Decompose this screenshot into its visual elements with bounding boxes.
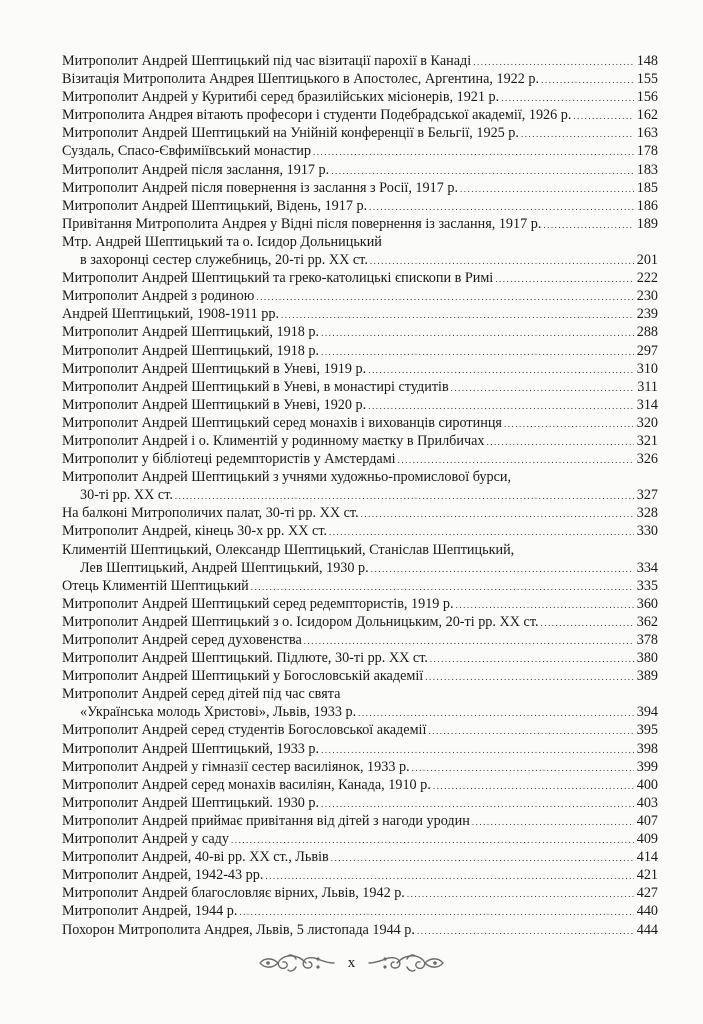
toc-entry-page: 230 (636, 288, 658, 305)
dot-leader (573, 107, 634, 125)
toc-entry-page: 310 (636, 360, 658, 377)
toc-entry (62, 233, 658, 251)
toc-entry-title: Лев Шептицький, Андрей Шептицький, 1930 р. (80, 559, 369, 576)
dot-leader (371, 560, 634, 578)
toc-entry (62, 432, 658, 450)
toc-entry-title: Митрополит Андрей після заслання, 1917 р. (62, 161, 330, 178)
toc-entry (62, 866, 658, 884)
toc-entry-title: Митрополит Андрей Шептицький, 1918 р. (62, 342, 320, 359)
toc-entry-title: Візитація Митрополита Андрея Шептицького в Апостолес, Аргентина, 1922 р. (62, 71, 540, 88)
left-ornament-icon (256, 950, 336, 976)
dot-leader (369, 198, 634, 216)
toc-entry-title: Митрополит Андрей серед монахів василіян, Канада, 1910 р. (62, 776, 431, 793)
dot-leader (430, 650, 634, 668)
dot-leader (256, 288, 634, 306)
toc-entry-page: 178 (636, 143, 658, 160)
toc-entry-title: Митрополит Андрей Шептицький серед монахів і вихованців сиротинця (62, 414, 502, 431)
toc-entry (62, 921, 658, 939)
toc-entry-page: 297 (636, 342, 658, 359)
dot-leader (329, 523, 634, 541)
toc-entry-page: 321 (636, 432, 658, 449)
toc-entry-page: 403 (636, 794, 658, 811)
toc-entry-page: 399 (636, 758, 658, 775)
toc-entry-title: «Українська молодь Христові», Львів, 1933 р. (80, 704, 357, 721)
toc-entry (62, 830, 658, 848)
toc-entry (62, 124, 658, 142)
toc-entry-page: 378 (636, 632, 658, 648)
toc-entry-page: 398 (636, 740, 658, 757)
dot-leader (281, 306, 634, 324)
toc-entry (62, 667, 658, 685)
toc-entry (62, 685, 658, 703)
toc-entry-title: Митрополит Андрей серед дітей під час свята (62, 686, 341, 703)
toc-entry (62, 613, 658, 631)
toc-entry (62, 378, 658, 396)
toc-entry (62, 106, 658, 124)
page-number: x (347, 954, 356, 971)
dot-leader (370, 252, 634, 270)
toc-entry-page: 326 (636, 451, 658, 468)
dot-leader (321, 343, 634, 361)
dot-leader (368, 397, 634, 415)
toc-entry-title: Митрополит Андрей у Куритибі серед бразилійських місіонерів, 1921 р. (62, 89, 500, 106)
toc-entry (62, 468, 658, 486)
toc-entry-page: 421 (636, 867, 658, 884)
toc-entry-page: 360 (636, 595, 658, 612)
toc-entry-title: Митрополит Андрей Шептицький. 1930 р. (62, 794, 320, 811)
toc-entry-page: 414 (636, 849, 658, 866)
dot-leader (321, 324, 634, 342)
dot-leader (521, 125, 634, 143)
toc-entry-title: Митрополит Андрей Шептицький в Уневі, 1920 р. (62, 396, 367, 413)
toc-entry-title: Митрополит Андрей, 40-ві рр. XX ст., Львів (62, 849, 329, 866)
dot-leader (451, 379, 634, 397)
toc-entry (62, 269, 658, 287)
toc-entry-page: 395 (636, 722, 658, 739)
toc-entry-page: 440 (636, 903, 658, 920)
toc-entry-title: Митрополит Андрей Шептицький. Підлюте, 30-ті рр. XX ст. (62, 650, 428, 667)
toc-entry-title: Митрополит Андрей з родиною (62, 288, 255, 305)
table-of-contents (62, 52, 658, 939)
toc-entry-title: Суздаль, Спасо-Євфиміївський монастир (62, 143, 311, 160)
dot-leader (239, 903, 634, 921)
toc-entry-page: 389 (636, 668, 658, 685)
toc-entry-title: Митрополит Андрей Шептицький під час візитації парохії в Канаді (62, 53, 472, 69)
toc-entry (62, 396, 658, 414)
toc-entry-page: 201 (636, 252, 658, 269)
toc-entry (62, 450, 658, 468)
toc-entry-title: Привітання Митрополита Андрея у Відні після повернення із заслання, 1917 р. (62, 215, 542, 232)
right-ornament-icon (367, 950, 447, 976)
toc-entry (62, 305, 658, 323)
toc-entry-title: Митрополит у бібліотеці редемптористів у Амстердамі (62, 451, 396, 468)
toc-entry (62, 504, 658, 522)
toc-entry-title: Митрополит Андрей Шептицький та греко-католицькі єпископи в Римі (62, 270, 494, 287)
toc-entry-title: Климентій Шептицький, Олександр Шептицький, Станіслав Шептицький, (62, 541, 515, 558)
toc-entry-page: 444 (636, 921, 658, 938)
toc-entry (62, 541, 658, 559)
toc-entry-page: 407 (636, 812, 658, 829)
toc-entry-title: в захоронці сестер служебниць, 20-ті рр. XX ст. (80, 252, 368, 269)
toc-entry (62, 342, 658, 360)
toc-entry-title: Митрополит Андрей Шептицький з о. Ісидором Дольницьким, 20-ті рр. XX ст. (62, 613, 539, 630)
toc-entry (62, 631, 658, 649)
page-footer (0, 950, 703, 976)
dot-leader (487, 433, 635, 451)
toc-entry-page: 328 (636, 505, 658, 522)
toc-entry-page: 409 (636, 831, 658, 848)
toc-entry-page: 327 (636, 487, 658, 504)
toc-entry (62, 595, 658, 613)
toc-entry (62, 649, 658, 667)
toc-entry-title: Митрополит Андрей Шептицький, 1918 р. (62, 324, 320, 341)
toc-entry-title: Митрополит Андрей Шептицький у Богословській академії (62, 668, 424, 685)
toc-entry-page: 163 (636, 125, 658, 142)
toc-entry-title: Митрополит Андрей після повернення із заслання з Росії, 1917 р. (62, 179, 458, 196)
toc-entry-continuation (62, 251, 658, 269)
toc-entry-page: 288 (636, 324, 658, 341)
toc-entry-title: Андрей Шептицький, 1908-1911 рр. (62, 306, 280, 323)
toc-entry-page: 330 (636, 523, 658, 540)
dot-leader (265, 867, 634, 885)
toc-entry-title: Митрополит Андрей у гімназії сестер василіянок, 1933 р. (62, 758, 410, 775)
dot-leader (412, 759, 634, 777)
toc-entry (62, 902, 658, 920)
dot-leader (361, 505, 634, 523)
toc-entry (62, 522, 658, 540)
toc-entry (62, 884, 658, 902)
toc-entry (62, 52, 658, 70)
toc-entry (62, 794, 658, 812)
toc-entry-title: Митрополит Андрей Шептицький, Відень, 1917 р. (62, 197, 368, 214)
toc-entry-title: Митрополит Андрей Шептицький в Уневі, в монастирі студитів (62, 378, 449, 395)
toc-entry-title: Митрополит Андрей Шептицький з учнями художньо-промислової бурси, (62, 469, 512, 486)
toc-entry (62, 70, 658, 88)
dot-leader (541, 614, 635, 632)
toc-entry-page: 148 (636, 53, 658, 69)
toc-entry-page: 314 (636, 396, 658, 413)
toc-entry-title: Митрополит Андрей Шептицький, 1933 р. (62, 740, 320, 757)
toc-entry-page: 189 (636, 215, 658, 232)
dot-leader (501, 89, 634, 107)
toc-entry-page: 362 (636, 613, 658, 630)
toc-entry-title: Митрополит Андрей, 1942-43 рр. (62, 867, 264, 884)
dot-leader (251, 578, 634, 596)
toc-entry-page: 334 (636, 559, 658, 576)
toc-entry-title: Митрополит Андрей серед студентів Богословської академії (62, 722, 427, 739)
toc-entry-page: 185 (636, 179, 658, 196)
dot-leader (428, 722, 634, 740)
dot-leader (433, 777, 634, 795)
toc-entry-title: Похорон Митрополита Андрея, Львів, 5 листопада 1944 р. (62, 921, 415, 938)
dot-leader (398, 451, 634, 469)
dot-leader (543, 216, 634, 234)
dot-leader (175, 487, 634, 505)
toc-entry-page: 186 (636, 197, 658, 214)
toc-entry (62, 848, 658, 866)
toc-entry (62, 197, 658, 215)
toc-entry (62, 323, 658, 341)
toc-entry-title: Митрополит Андрей у саду (62, 831, 229, 848)
dot-leader (495, 270, 634, 288)
toc-entry (62, 161, 658, 179)
toc-entry-page: 155 (636, 71, 658, 88)
toc-entry-title: Митрополит Андрей, кінець 30-х рр. XX ст. (62, 523, 328, 540)
toc-entry-page: 335 (636, 577, 658, 594)
toc-entry-page: 156 (636, 89, 658, 106)
toc-entry-page: 239 (636, 306, 658, 323)
toc-entry (62, 740, 658, 758)
toc-entry-page: 400 (636, 776, 658, 793)
dot-leader (460, 180, 634, 198)
toc-entry (62, 721, 658, 739)
toc-entry-page: 427 (636, 885, 658, 902)
toc-entry-title: Митрополит Андрей серед духовенства (62, 632, 302, 648)
toc-entry (62, 287, 658, 305)
toc-entry-page: 320 (636, 414, 658, 431)
toc-entry-title: Митрополит Андрей благословляє вірних, Львів, 1942 р. (62, 885, 405, 902)
toc-entry-continuation (62, 703, 658, 721)
toc-entry-title: Митрополита Андрея вітають професори і студенти Подебрадської академії, 1926 р. (62, 107, 572, 124)
toc-entry-title: Митрополит Андрей Шептицький на Унійній конференції в Бельгії, 1925 р. (62, 125, 519, 142)
toc-entry (62, 142, 658, 160)
dot-leader (304, 632, 634, 650)
dot-leader (472, 813, 634, 831)
dot-leader (321, 795, 634, 813)
dot-leader (368, 361, 634, 379)
dot-leader (313, 143, 634, 161)
dot-leader (417, 922, 634, 940)
toc-entry-title: Митрополит Андрей приймає привітання від дітей з нагоди уродин (62, 812, 470, 829)
toc-entry-title: На балконі Митрополичих палат, 30-ті рр. XX ст. (62, 505, 359, 522)
toc-entry-title: Митрополит Андрей Шептицький в Уневі, 1919 р. (62, 360, 367, 377)
toc-entry-page: 394 (636, 704, 658, 721)
dot-leader (331, 849, 634, 867)
toc-entry-page: 222 (636, 270, 658, 287)
dot-leader (473, 53, 634, 71)
toc-entry-title: Митрополит Андрей і о. Климентій у родинному маєтку в Прилбичах (62, 432, 485, 449)
dot-leader (358, 704, 634, 722)
dot-leader (231, 831, 634, 849)
toc-entry (62, 577, 658, 595)
dot-leader (425, 668, 634, 686)
toc-entry-page: 162 (636, 107, 658, 124)
dot-leader (504, 415, 634, 433)
dot-leader (331, 162, 634, 180)
toc-entry-title: Отець Климентій Шептицький (62, 577, 249, 594)
toc-entry (62, 179, 658, 197)
toc-entry-title: Митрополит Андрей, 1944 р. (62, 903, 238, 920)
dot-leader (407, 885, 634, 903)
dot-leader (541, 71, 634, 89)
toc-entry (62, 360, 658, 378)
toc-entry-page: 183 (636, 161, 658, 178)
dot-leader (321, 741, 634, 759)
toc-entry-continuation (62, 559, 658, 577)
toc-entry-continuation (62, 486, 658, 504)
toc-entry-page: 380 (636, 650, 658, 667)
toc-entry (62, 812, 658, 830)
toc-entry (62, 215, 658, 233)
toc-entry (62, 758, 658, 776)
toc-entry-title: 30-ті рр. XX ст. (80, 487, 173, 504)
toc-entry-title: Мтр. Андрей Шептицький та о. Ісидор Дольницький (62, 233, 382, 250)
toc-entry-page: 311 (637, 378, 658, 395)
toc-entry (62, 414, 658, 432)
dot-leader (456, 596, 634, 614)
toc-entry (62, 776, 658, 794)
toc-entry-title: Митрополит Андрей Шептицький серед редемптористів, 1919 р. (62, 595, 454, 612)
toc-entry (62, 88, 658, 106)
